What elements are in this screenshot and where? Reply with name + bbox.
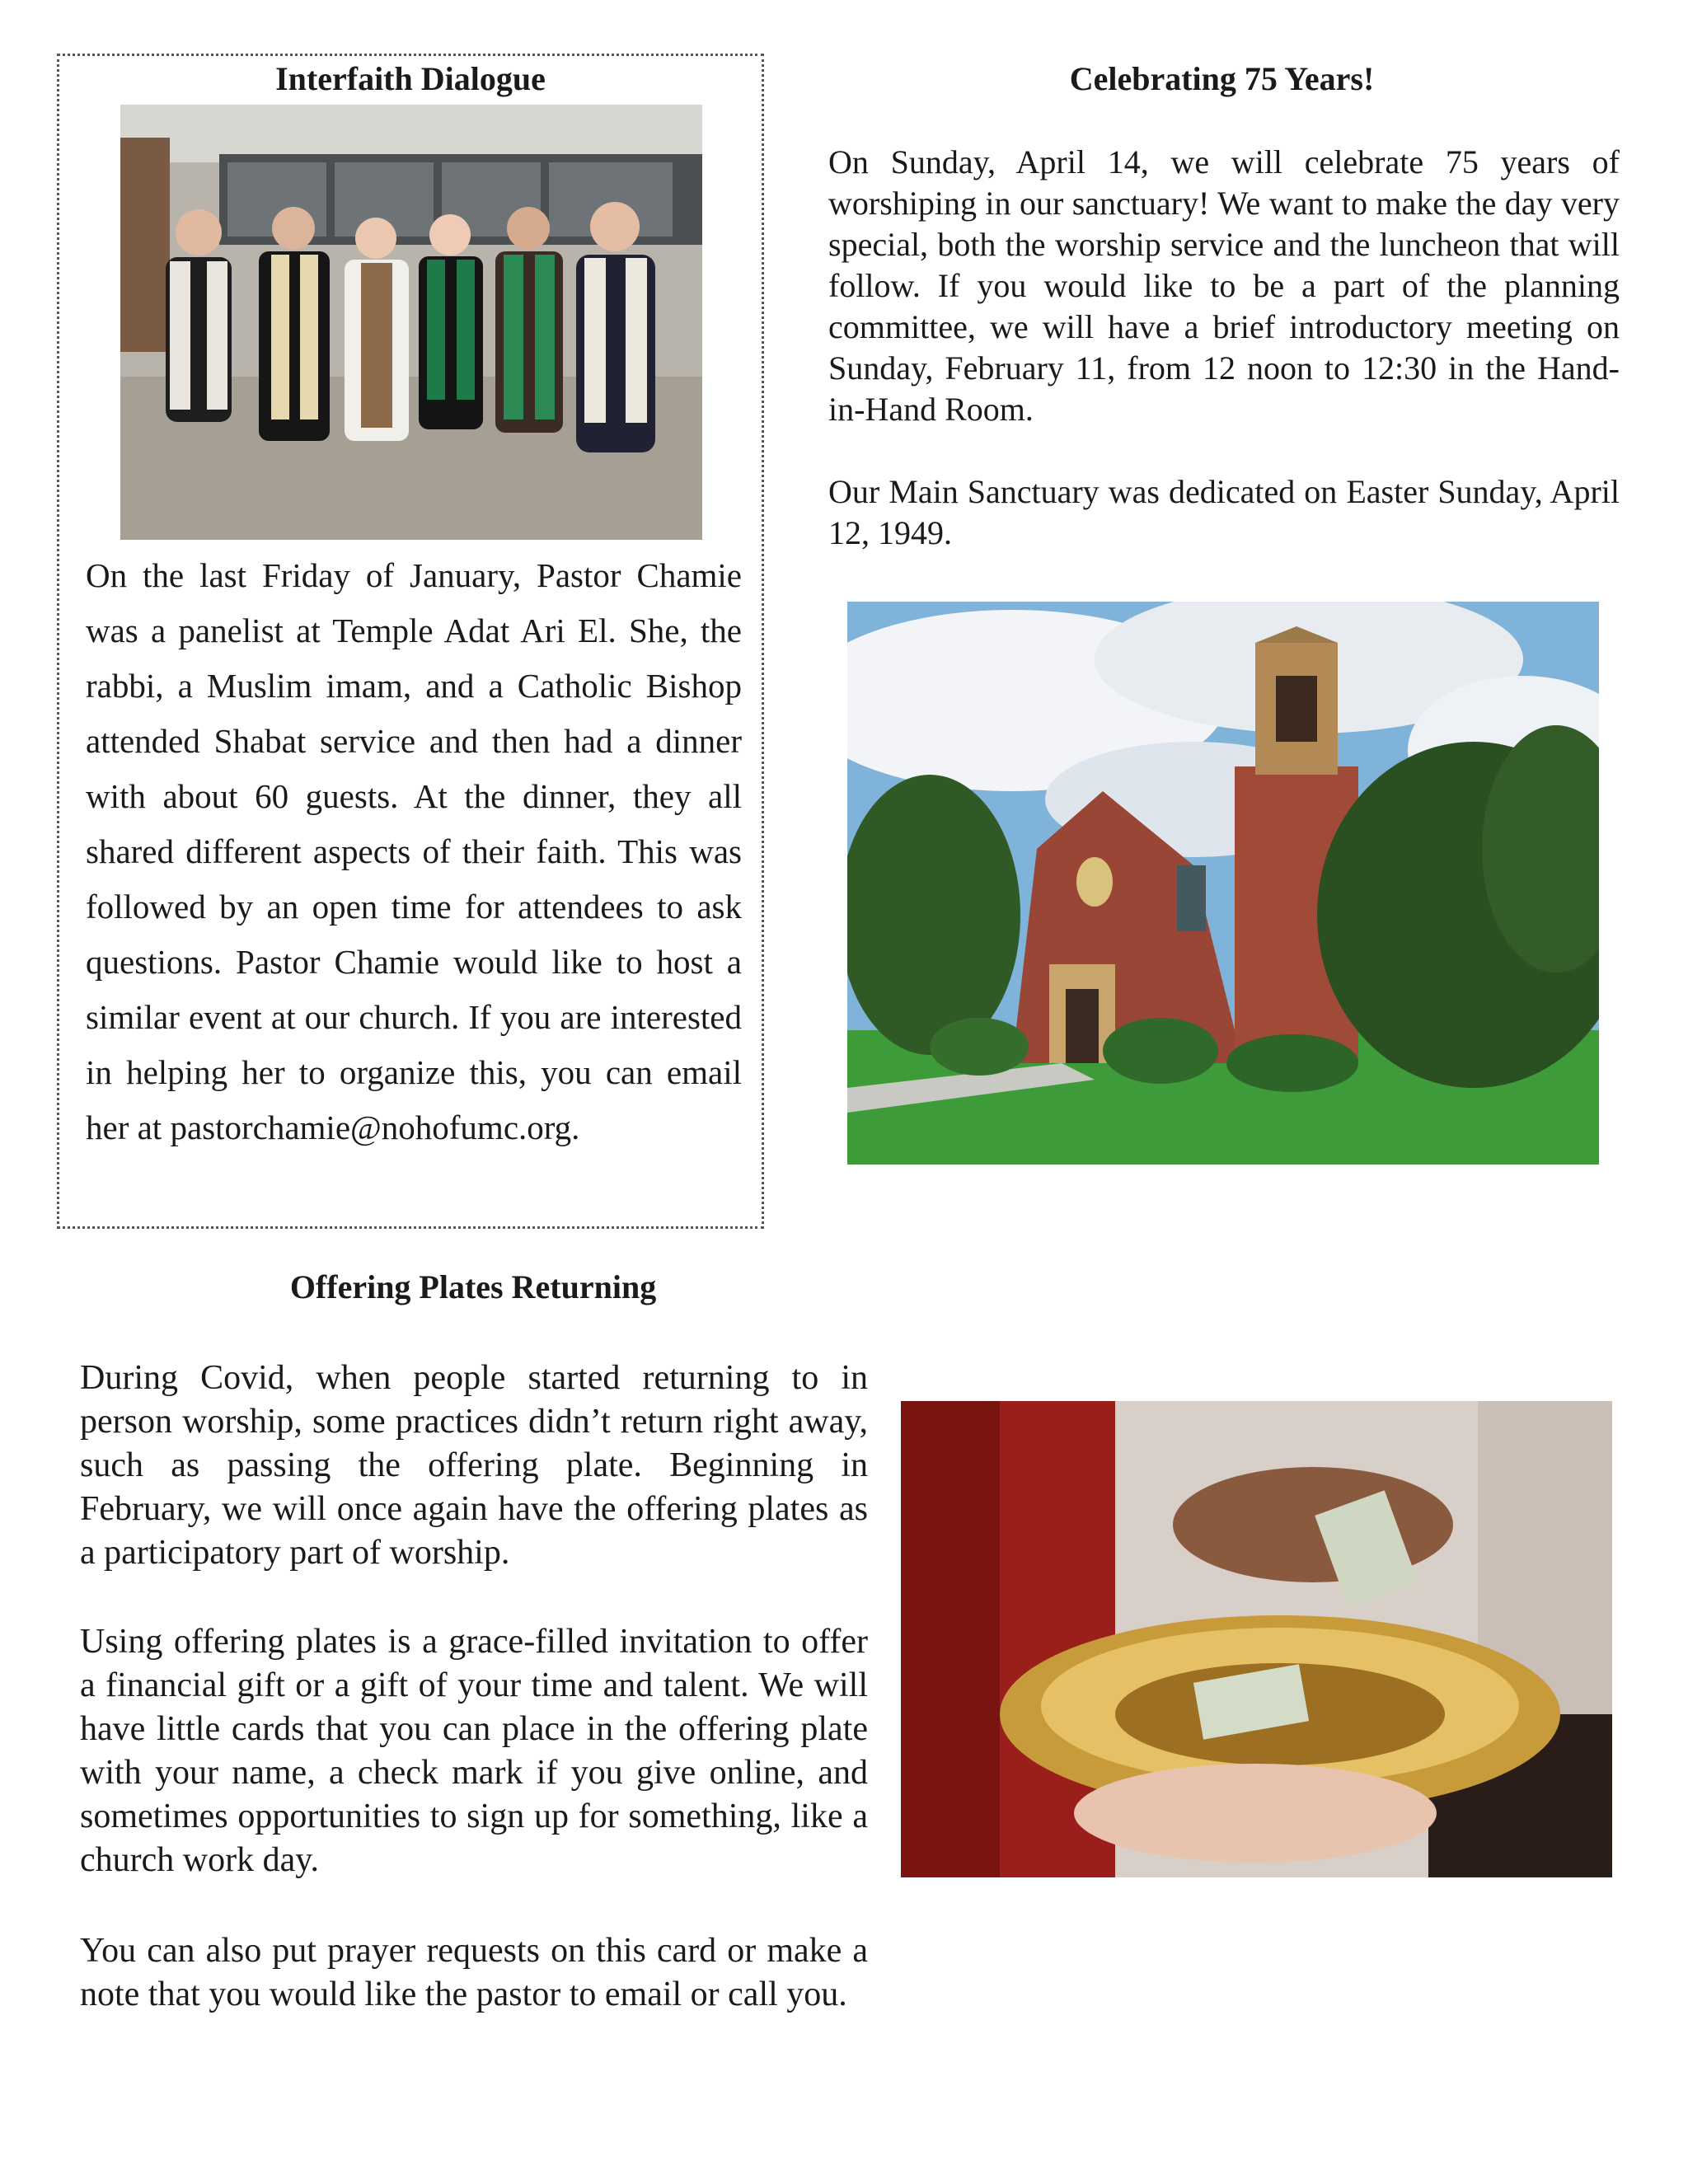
anniversary-paragraph-1: On Sunday, April 14, we will celebrate 75 years of worshiping in our sanctuary! We want to make the day very special, both the worship service and the luncheon that will follow. If you would like to be a part of the planning committee, we will have a brief introductory meeting on Sunday, February 11, from 12 noon to 12:30 in the Hand-in-Hand Room. xyxy=(828,143,1620,428)
interfaith-title: Interfaith Dialogue xyxy=(275,60,546,97)
interfaith-body: On the last Friday of January, Pastor Chamie was a panelist at Temple Adat Ari El. She, the rabbi, a Muslim imam, and a Catholic Bishop attended Shabat service and then had a dinner with about 60 guests. At the dinner, they all shared different aspects of their faith. This was followed by an open time for attendees to ask questions. Pastor Chamie would like to host a similar event at our church. If you are interested in helping her to organize this, you can email her at pastorchamie@nohofumc.org. xyxy=(86,556,742,1146)
offering-title: Offering Plates Returning xyxy=(289,1268,657,1305)
anniversary-paragraph-2: Our Main Sanctuary was dedicated on Easter Sunday, April 12, 1949. xyxy=(828,473,1620,551)
clergy-group-photo xyxy=(120,105,702,540)
offering-paragraph-1: During Covid, when people started returning to in person worship, some practices didn’t return right away, such as passing the offering plate. Beginning in February, we will once again have the offering plates as a participatory part of worship. xyxy=(80,1359,868,1572)
offering-plate-photo xyxy=(901,1401,1612,1877)
offering-paragraph-3: You can also put prayer requests on this card or make a note that you would like the pastor to email or call you. xyxy=(80,1932,868,2013)
anniversary-title: Celebrating 75 Years! xyxy=(1069,60,1375,97)
church-sanctuary-photo xyxy=(847,602,1599,1165)
offering-paragraph-2: Using offering plates is a grace-filled invitation to offer a financial gift or a gift of your time and talent. We will have little cards that you can place in the offering plate with your name, a check mark if you give online, and sometimes opportunities to sign up for something, like a church work day. xyxy=(80,1623,868,1879)
